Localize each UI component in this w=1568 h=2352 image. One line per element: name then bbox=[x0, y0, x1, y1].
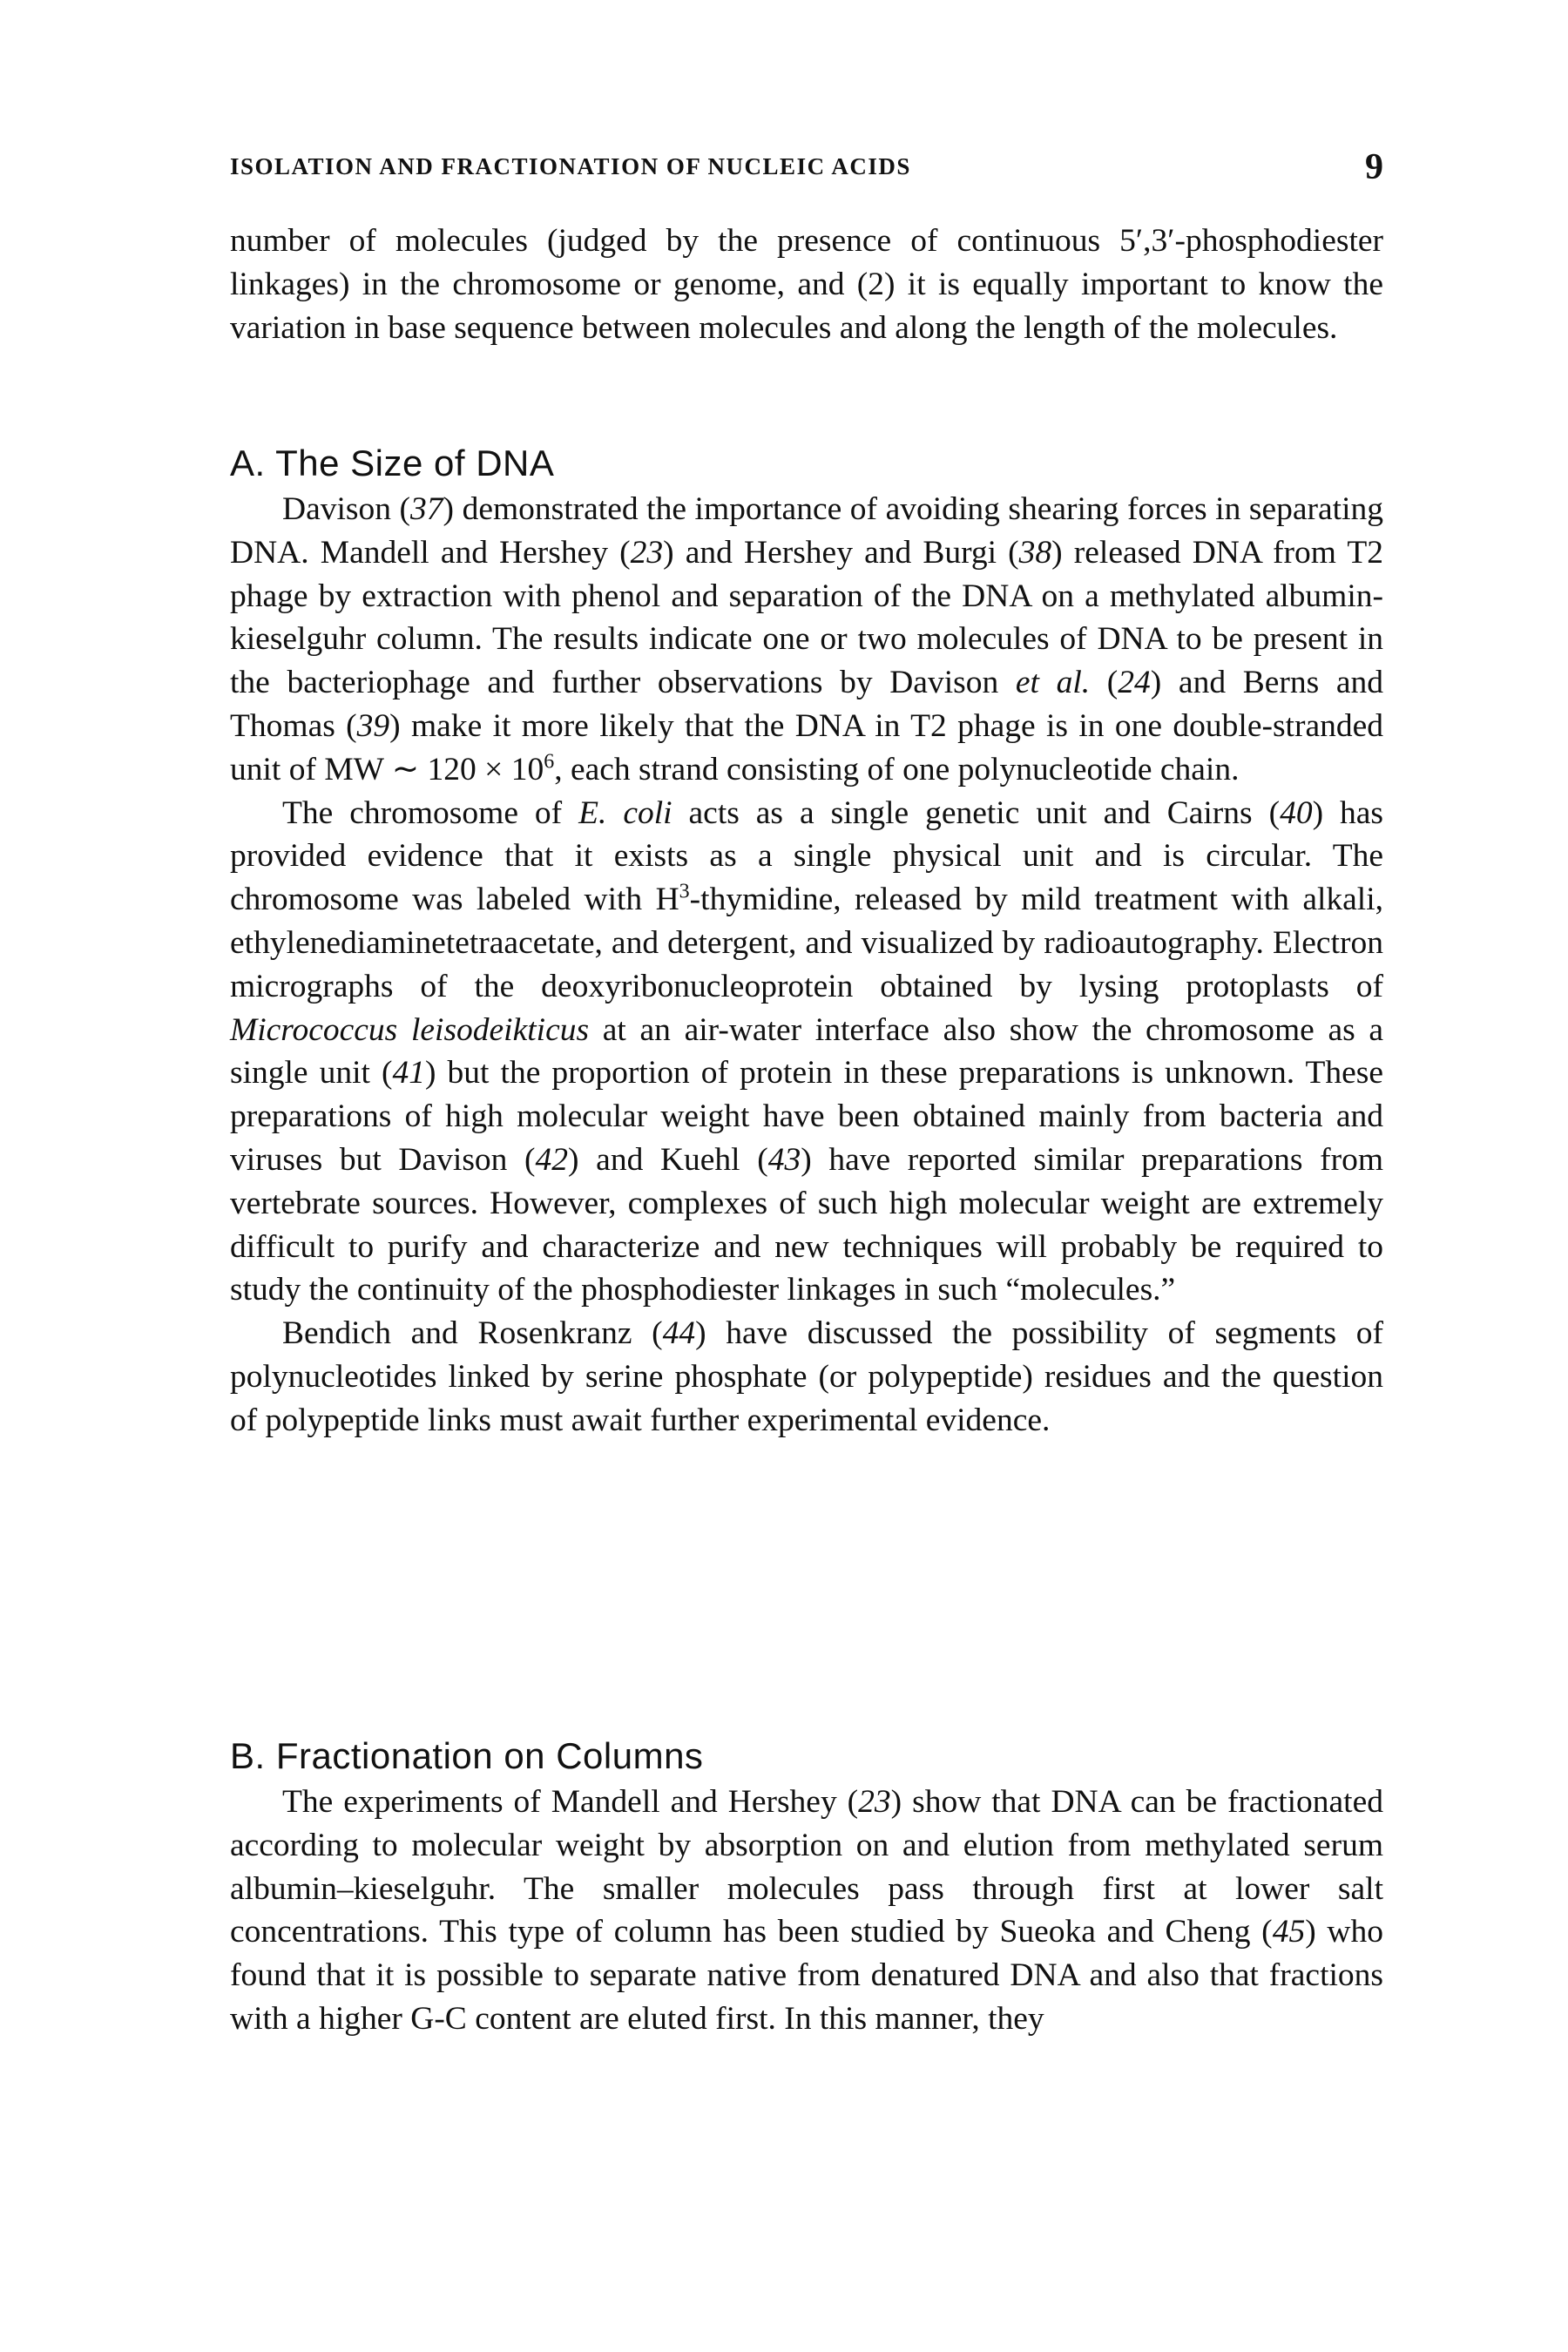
reference-37: 37 bbox=[410, 491, 443, 527]
isotope-superscript: 3 bbox=[679, 880, 690, 903]
reference-45: 45 bbox=[1272, 1914, 1306, 1950]
section-b-body bbox=[230, 1781, 1383, 2041]
reference-24: 24 bbox=[1118, 665, 1151, 701]
intro-text: number of molecules (judged by the presence of continuous 5′,3′-phosphodiester linkages) in the chromosome or genome, and (2) it is equally important to know the variation in base sequence between molecules and along the length of the molecules. bbox=[230, 223, 1383, 346]
section-a-heading: A. The Size of DNA bbox=[230, 443, 555, 483]
reference-44: 44 bbox=[662, 1315, 696, 1352]
et-al: et al. bbox=[1015, 665, 1091, 701]
species-micrococcus: Micrococcus leisodeikticus bbox=[230, 1011, 590, 1048]
page-number: 9 bbox=[1365, 147, 1383, 187]
section-a-paragraph-3: Bendich and Rosenkranz (44) have discussed the possibility of segments of polynucleotides linked by serine phosphate (or polypeptide) residues and the question of polypeptide links must await further experimental evidence. bbox=[230, 1315, 1383, 1438]
section-b-paragraph-1: The experiments of Mandell and Hershey (23) show that DNA can be fractionated according to molecular weight by absorption on and elution from methylated serum albumin–kieselguhr. The smaller molecules pass through first at lower salt concentrations. This type of column has been studied by Sueoka and Cheng (45) who found that it is possible to separate native from denatured DNA and also that fractions with a higher G-C content are eluted first. In this manner, they bbox=[230, 1784, 1383, 2037]
reference-41: 41 bbox=[392, 1055, 426, 1092]
running-title: ISOLATION AND FRACTIONATION OF NUCLEIC ACIDS bbox=[230, 153, 911, 179]
exponent-6: 6 bbox=[544, 750, 555, 774]
section-a-paragraph-1: Davison (37) demonstrated the importance of avoiding shearing forces in separating DNA. Mandell and Hershey (23) and Hershey and Burgi (38) released DNA from T2 phage by extraction with phenol and separation of the DNA on a methylated albumin-kieselguhr column. The results indicate one or two molecules of DNA to be present in the bacteriophage and further observations by Davison et al. (24) and Berns and Thomas (39) make it more likely that the DNA in T2 phage is in one double-stranded unit of MW ∼ $120 \times 10^6$, each strand consisting of one polynucleotide chain. bbox=[230, 491, 1383, 787]
section-a-paragraph-2: The chromosome of E. coli acts as a single genetic unit and Cairns (40) has provided evidence that it exists as a single physical unit and is circular. The chromosome was labeled with $H^3$-thymidine, released by mild treatment with alkali, ethylenediaminetetraacetate, and detergent, and visualized by radioautography. Electron micrographs of the deoxyribonucleoprotein obtained by lysing protoplasts of Micrococcus leisodeikticus at an air-water interface also show the chromosome as a single unit (41) but the proportion of protein in these preparations is unknown. These preparations of high molecular weight have been obtained mainly from bacteria and viruses but Davison (42) and Kuehl (43) have reported similar preparations from vertebrate sources. However, complexes of such high molecular weight are extremely difficult to purify and characterize and new techniques will probably be required to study the continuity of the phosphodiester linkages in such “molecules.” bbox=[230, 794, 1384, 1308]
running-head bbox=[230, 147, 1383, 192]
reference-40: 40 bbox=[1280, 794, 1313, 831]
section-a-body bbox=[230, 488, 1383, 1443]
section-b-heading: B. Fractionation on Columns bbox=[230, 1735, 704, 1776]
reference-42: 42 bbox=[535, 1141, 569, 1178]
reference-23b: 23 bbox=[858, 1784, 891, 1820]
reference-39: 39 bbox=[356, 707, 390, 744]
reference-23: 23 bbox=[630, 534, 664, 571]
reference-38: 38 bbox=[1018, 534, 1052, 571]
reference-43: 43 bbox=[767, 1141, 801, 1178]
species-e-coli: E. coli bbox=[578, 794, 672, 831]
intro-paragraph bbox=[230, 220, 1383, 349]
